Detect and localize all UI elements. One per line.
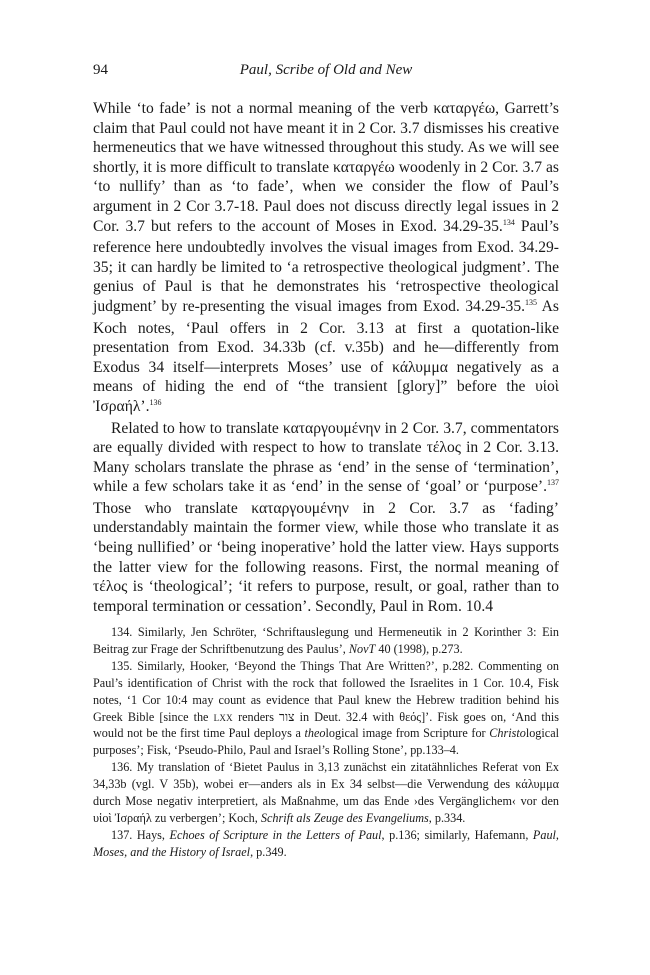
footnote-135 [93,658,559,759]
footnote-ref-134[interactable]: 134 [502,217,515,227]
footnote-135-theo: theo [304,726,326,741]
footnote-136 [93,759,559,827]
footnote-135-lxx: lxx [213,709,233,724]
footnote-ref-137[interactable]: 137 [547,478,559,488]
footnote-134-text: 134. Similarly, Jen Schröter, ‘Schriftauslegung und Hermeneutik in 2 Korinther 3: Ein Beitrag zur Frage der Schriftbenutzung des Paulus’, [93,625,559,656]
footnote-136-text: 136. My translation of ‘Bietet Paulus in 3,13 zunächst ein zitatähnliches Referat von Ex 34,33b (vgl. V 35b), wobei er—anders als in Ex 34 selbst—die Verwendung des κάλυμμα durch Mose negativ interpretiert, als Maßnahme, um das Ende ›des Vergänglichem‹ vor den υἱοὶ Ἰσραήλ zu verbergen’; Koch, [93,760,559,825]
paragraph-1-part-b: Paul’s reference here undoubtedly involves the visual images from Exod. 34.29-35; it can hardly be limited to ‘a retrospective theological judgment’. The genius of Paul is that he demonstrates his ‘retrospective theological judgment’ by re-presenting the visual images from Exod. 34.29-35. [93,217,560,315]
footnote-135-text-c: logical image from Scripture for [325,726,490,741]
footnote-136-title: Schrift als Zeuge des Evangeliums [260,810,429,825]
footnote-136-text-end: , p.334. [428,810,466,825]
footnote-ref-135[interactable]: 135 [525,297,538,307]
paragraph-2-part-a: Related to how to translate καταργουμένην in 2 Cor. 3.7, commentators are equally divided with respect to how to translate τέλος in 2 Cor. 3.13. Many scholars translate the phrase as ‘end’ in the sense of ‘termination’, while a few scholars take it as ‘end’ in the sense of ‘goal’ or ‘purpose’. [93,419,559,496]
footnote-137-title-1: Echoes of Scripture in the Letters of Paul [169,827,382,842]
footnote-134-text-end: 40 (1998), p.273. [375,641,463,656]
footnote-135-christo: Christo [489,726,526,741]
page-number: 94 [93,62,108,78]
footnote-137 [93,827,559,861]
paragraph-1-part-c: As Koch notes, ‘Paul offers in 2 Cor. 3.13 at first a quotation-like presentation from Exod. 34.33b (cf. v.35b) and he—differently from Exodus 34 itself—interprets Moses’ use of κάλυμμα negatively as a means of hiding the end of “the transient [glory]” before the υἱοὶ Ἰσραήλ’. [93,297,559,415]
footnote-137-title-2: Paul, Moses, and the History of Israel [93,827,559,859]
paragraph-1 [93,99,559,419]
paragraph-2-part-b: Those who translate καταργουμένην in 2 Cor. 3.7 as ‘fading’ understandably maintain the former view, while those who translate it as ‘being nullified’ or ‘being inoperative’ hold the latter view. Hays supports the latter view for the following reasons. First, the normal meaning of τέλος is ‘theological’; ‘it refers to purpose, result, or goal, rather than to temporal termination or cessation’. Secondly, Paul in Rom. 10.4 [93,499,559,615]
footnote-137-text-b: , p.136; similarly, Hafemann, [381,827,533,842]
running-header [93,62,559,84]
footnotes [93,624,559,861]
running-title: Paul, Scribe of Old and New [239,62,413,78]
paragraph-1-part-a: While ‘to fade’ is not a normal meaning of the verb καταργέω, Garrett’s claim that Paul could not have meant it in 2 Cor. 3.7 dismisses his creative hermeneutics that we have witnessed throughout this study. As we will see shortly, it is more difficult to translate καταργέω woodenly in 2 Cor. 3.7 as ‘to nullify’ than as ‘to fade’, when we consider the flow of Paul’s argument in 2 Cor 3.7-18. Paul does not discuss directly legal issues in 2 Cor. 3.7 but refers to the account of Moses in Exod. 34.29-35. [93,100,559,235]
footnote-ref-136[interactable]: 136 [149,397,162,407]
footnote-135-text-b: renders צור in Deut. 32.4 with θεός]’. Fisk goes on, ‘And this would not be the first time Paul deploys a [93,709,559,741]
footnote-135-text-d: logical purposes’; Fisk, ‘Pseudo-Philo, Paul and Israel’s Rolling Stone’, pp.133–4. [93,726,559,758]
footnote-137-text: 137. Hays, [111,827,170,842]
main-text [93,99,559,616]
footnote-134 [93,624,559,658]
footnote-135-text: 135. Similarly, Hooker, ‘Beyond the Things That Are Written?’, p.282. Commenting on Paul’s identification of Christ with the rock that followed the Israelites in 1 Cor. 10.4, Fisk notes, ‘1 Cor 10:4 may count as evidence that Paul knew the Hebrew tradition behind his Greek Bible [since the [93,658,559,724]
paragraph-2 [93,419,559,617]
footnote-134-journal: NovT [348,641,376,656]
footnote-137-text-c: , p.349. [250,844,287,859]
